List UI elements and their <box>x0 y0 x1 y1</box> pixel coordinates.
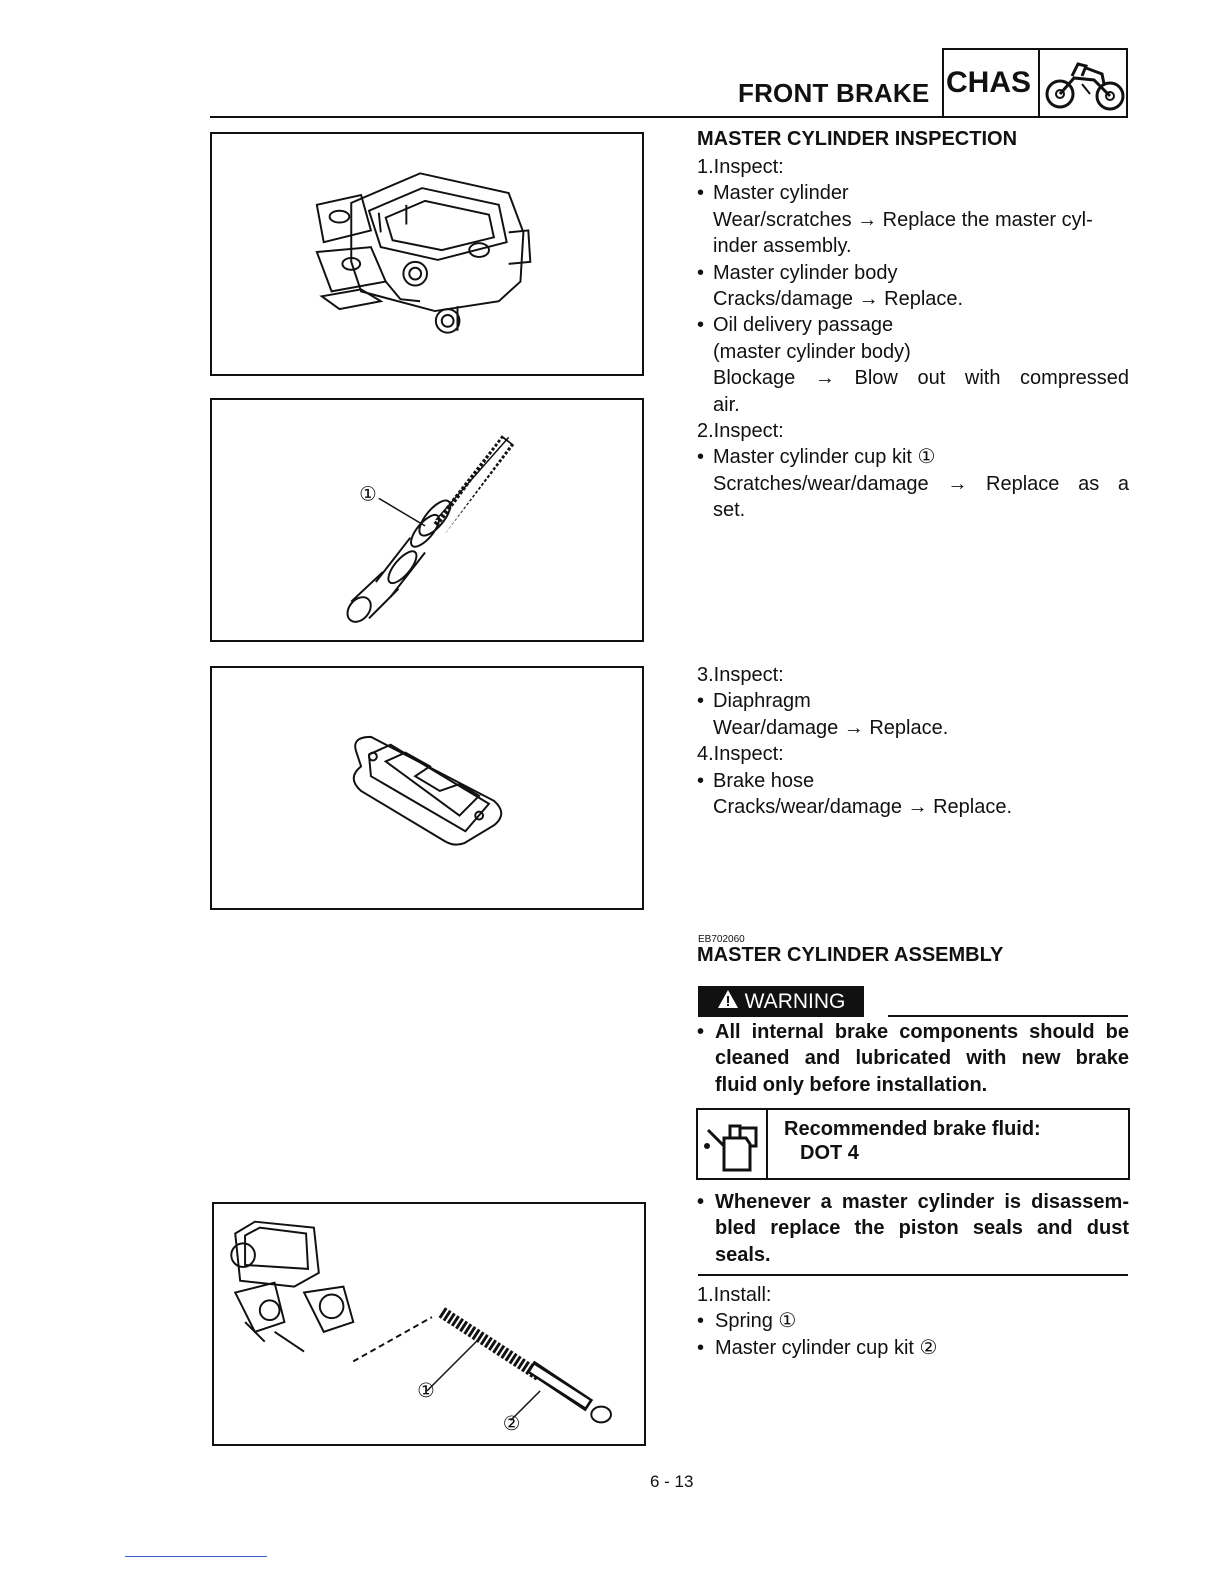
oil-can-icon <box>700 1112 764 1176</box>
bullet-text: Brake hose <box>713 769 815 792</box>
inspection-heading: MASTER CYLINDER INSPECTION <box>697 128 1018 150</box>
detail-line: Cracks/damage → Replace. <box>713 288 964 311</box>
bullet-text: All internal brake components should be <box>715 1021 1129 1043</box>
bullet-text: Master cylinder cup kit ② <box>715 1336 938 1359</box>
detail-line: Wear/damage → Replace. <box>713 716 949 739</box>
warning-rule <box>888 1015 1128 1017</box>
bullet-item: • Brake hose <box>697 769 815 792</box>
detail-line: set. <box>713 499 746 522</box>
detail-line: fluid only before installation. <box>715 1073 988 1096</box>
bullet-item: • Master cylinder <box>697 182 849 205</box>
bullet-item: • Oil delivery passage <box>697 314 894 337</box>
footer-rule <box>125 1556 267 1557</box>
detail-line: air. <box>713 393 740 416</box>
chapter-badge-divider <box>1038 48 1040 118</box>
page-number: 6 - 13 <box>650 1472 694 1491</box>
detail-line: inder assembly. <box>713 235 852 258</box>
bullet-text: Spring ① <box>715 1310 797 1333</box>
bullet-item: • Diaphragm <box>697 690 811 713</box>
bullet-item: • Master cylinder body <box>697 261 898 284</box>
detail-line: Cracks/wear/damage → Replace. <box>713 796 1013 819</box>
inspection-steps-1-2 <box>697 154 1129 524</box>
detail-line: bled replace the piston seals and dust <box>715 1217 1129 1240</box>
bullet-text: Oil delivery passage <box>713 314 894 337</box>
assembly-heading: MASTER CYLINDER ASSEMBLY <box>697 944 1004 966</box>
bullet-text: Diaphragm <box>713 690 811 713</box>
detail-line: Scratches/wear/damage → Replace as a <box>713 472 1129 495</box>
bullet-item: • All internal brake components should be <box>697 1021 1129 1043</box>
page-section-title: FRONT BRAKE <box>738 78 930 108</box>
bullet-item: • Spring ① <box>697 1310 797 1333</box>
install-steps <box>697 1282 1129 1361</box>
fluid-box-divider <box>766 1108 768 1180</box>
install-step-1: 1.Install: <box>697 1284 772 1306</box>
detail-line: Wear/scratches → Replace the master cyl- <box>713 208 1093 231</box>
warning-note-2 <box>697 1189 1129 1268</box>
inspection-steps-3-4 <box>697 662 1129 820</box>
header-rule <box>210 116 946 118</box>
detail-line: (master cylinder body) <box>713 340 911 363</box>
fluid-label: Recommended brake fluid: <box>784 1118 1041 1140</box>
section-code: EB702060 <box>698 934 745 945</box>
figure-assembly <box>212 1202 646 1446</box>
step-1: 1.Inspect: <box>697 156 784 178</box>
bullet-text: Master cylinder <box>713 182 849 205</box>
warning-badge <box>698 986 864 1017</box>
step-4: 4.Inspect: <box>697 743 784 766</box>
bullet-item: • Master cylinder cup kit ② <box>697 1336 938 1359</box>
step-2: 2.Inspect: <box>697 420 784 443</box>
callout-1: ① <box>417 1378 435 1402</box>
bullet-item: • Master cylinder cup kit ① <box>697 446 936 469</box>
warning-triangle-icon <box>717 989 739 1015</box>
motorcycle-icon <box>1042 54 1126 114</box>
step-3: 3.Inspect: <box>697 664 784 686</box>
bullet-text: Whenever a master cylinder is disassem- <box>715 1191 1129 1213</box>
warning-label: WARNING <box>744 989 846 1013</box>
bullet-text: Master cylinder body <box>713 261 898 284</box>
callout-1: ① <box>359 482 377 506</box>
callout-2: ② <box>502 1412 521 1436</box>
figure-cup-kit <box>210 398 644 642</box>
detail-line: seals. <box>715 1243 771 1266</box>
detail-line: cleaned and lubricated with new brake <box>715 1047 1129 1070</box>
warning-bottom-rule <box>698 1274 1128 1276</box>
figure-master-cylinder-body <box>210 132 644 376</box>
warning-note-1 <box>697 1019 1129 1098</box>
bullet-text: Master cylinder cup kit ① <box>713 446 936 469</box>
chapter-badge-label: CHAS <box>946 66 1032 99</box>
bullet-item: • Whenever a master cylinder is disassem- <box>697 1191 1129 1213</box>
figure-diaphragm <box>210 666 644 910</box>
detail-line: Blockage → Blow out with compressed <box>713 367 1129 390</box>
fluid-value: DOT 4 <box>800 1142 859 1164</box>
